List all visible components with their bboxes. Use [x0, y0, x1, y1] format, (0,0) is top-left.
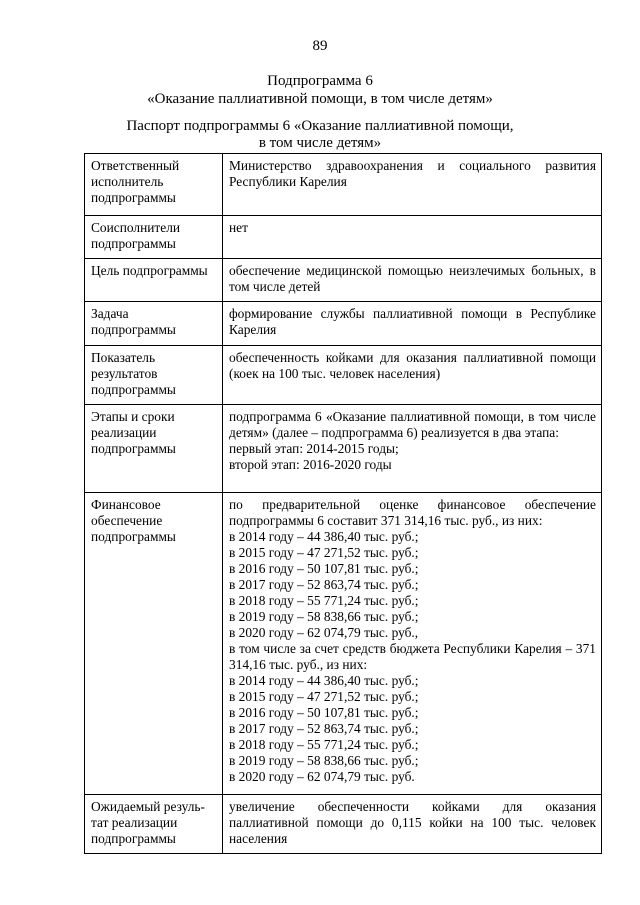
value-line: в 2014 году – 44 386,40 тыс. руб.; — [229, 529, 419, 544]
passport-table — [84, 153, 602, 854]
label-line: исполнитель — [91, 174, 164, 189]
value-line: в 2016 году – 50 107,81 тыс. руб.; — [229, 705, 419, 720]
label-line: Финансовое — [91, 497, 161, 512]
label-line: подпрограммы — [91, 831, 176, 846]
page-number: 89 — [312, 38, 328, 54]
value-line: по предварительной оценке финансовое обеспечение подпрограммы 6 составит 371 314,16 тыс. руб., из них: — [229, 497, 596, 528]
table-row — [85, 154, 602, 216]
passport-title-continued: в том числе детям» — [258, 135, 382, 151]
label-line: Ответственный — [91, 158, 180, 173]
table-row — [85, 795, 602, 854]
row-value: обеспеченность койками для оказания паллиативной помощи (коек на 100 тыс. человек населения) — [223, 346, 602, 405]
value-line: первый этап: 2014-2015 годы; — [229, 441, 399, 456]
value-line: в 2019 году – 58 838,66 тыс. руб.; — [229, 609, 419, 624]
value-line: второй этап: 2016-2020 годы — [229, 457, 392, 472]
value-line: в 2018 году – 55 771,24 тыс. руб.; — [229, 593, 419, 608]
row-value: увеличение обеспеченности койками для оказания паллиативной помощи до 0,115 койки на 100 тыс. человек населения — [223, 795, 602, 854]
subprogram-name: «Оказание паллиативной помощи, в том числе детям» — [147, 91, 493, 107]
value-line: в том числе за счет средств бюджета Республики Карелия – 371 314,16 тыс. руб., из них: — [229, 641, 596, 672]
value-line: в 2019 году – 58 838,66 тыс. руб.; — [229, 753, 419, 768]
label-line: Этапы и сроки — [91, 409, 175, 424]
table-row — [85, 405, 602, 493]
label-line: Ожидаемый резуль- — [91, 799, 205, 814]
table-row — [85, 346, 602, 405]
label-line: Задача — [91, 306, 129, 321]
label-line: Соисполнители — [91, 220, 181, 235]
value-line: в 2018 году – 55 771,24 тыс. руб.; — [229, 737, 419, 752]
label-line: подпрограммы — [91, 322, 176, 337]
row-label — [85, 154, 223, 216]
label-line: Показатель — [91, 350, 156, 365]
value-line: в 2014 году – 44 386,40 тыс. руб.; — [229, 673, 419, 688]
label-line: Цель подпрограммы — [91, 263, 208, 278]
row-label — [85, 493, 223, 795]
value-line: в 2017 году – 52 863,74 тыс. руб.; — [229, 577, 419, 592]
value-line: подпрограмма 6 «Оказание паллиативной помощи, в том числе детям» (далее – подпрограмма 6) реализуется в два этапа: — [229, 409, 596, 440]
row-value — [223, 405, 602, 493]
value-line: в 2016 году – 50 107,81 тыс. руб.; — [229, 561, 419, 576]
row-value: Министерство здравоохранения и социального развития Республики Карелия — [223, 154, 602, 216]
row-value: нет — [223, 216, 602, 259]
subprogram-title: Подпрограмма 6 — [267, 73, 373, 89]
row-label — [85, 302, 223, 346]
table-row — [85, 259, 602, 302]
table-row — [85, 302, 602, 346]
row-value: формирование службы паллиативной помощи в Республике Карелия — [223, 302, 602, 346]
row-label — [85, 795, 223, 854]
row-label — [85, 259, 223, 302]
row-label — [85, 405, 223, 493]
value-line: в 2020 году – 62 074,79 тыс. руб., — [229, 625, 419, 640]
label-line: тат реализации — [91, 815, 178, 830]
label-line: подпрограммы — [91, 236, 176, 251]
label-line: подпрограммы — [91, 529, 176, 544]
value-line: в 2015 году – 47 271,52 тыс. руб.; — [229, 689, 419, 704]
label-line: подпрограммы — [91, 382, 176, 397]
value-line: в 2017 году – 52 863,74 тыс. руб.; — [229, 721, 419, 736]
label-line: реализации — [91, 425, 157, 440]
table-row — [85, 216, 602, 259]
table-row — [85, 493, 602, 795]
row-value — [223, 493, 602, 795]
label-line: обеспечение — [91, 513, 163, 528]
passport-title: Паспорт подпрограммы 6 «Оказание паллиативной помощи, — [126, 118, 514, 134]
row-value: обеспечение медицинской помощью неизлечимых больных, в том числе детей — [223, 259, 602, 302]
label-line: результатов — [91, 366, 158, 381]
value-line: в 2020 году – 62 074,79 тыс. руб. — [229, 769, 415, 784]
label-line: подпрограммы — [91, 190, 176, 205]
value-line: в 2015 году – 47 271,52 тыс. руб.; — [229, 545, 419, 560]
label-line: подпрограммы — [91, 441, 176, 456]
row-label — [85, 346, 223, 405]
row-label — [85, 216, 223, 259]
